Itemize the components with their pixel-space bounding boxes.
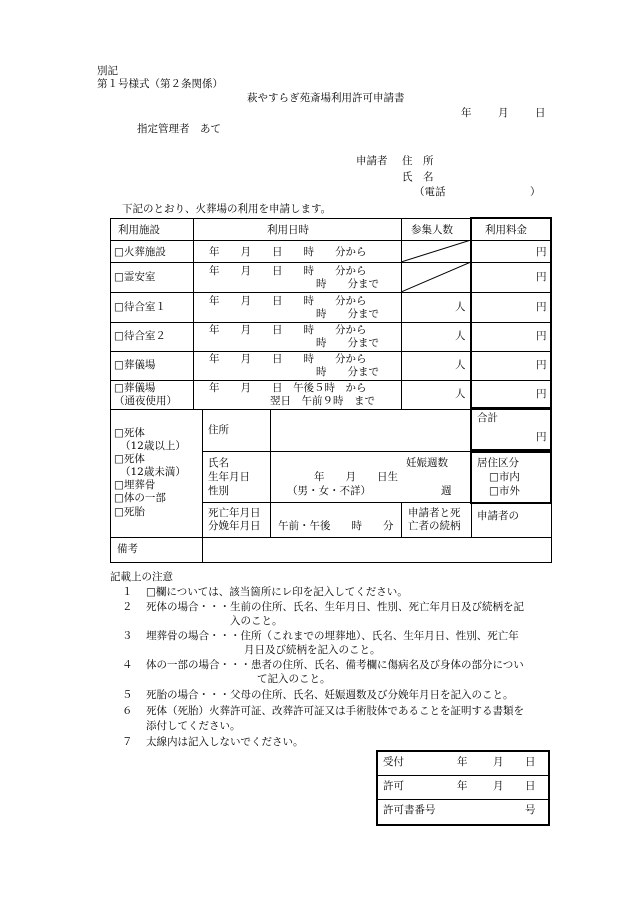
people-unit: 人 <box>455 301 466 313</box>
pregnancy-label: 妊娠週数 <box>406 457 448 469</box>
residence-outside[interactable]: □市外 <box>489 485 520 497</box>
note-text: 死胎の場合・・・父母の住所、氏名、妊娠週数及び分娩年月日を記入のこと。 <box>146 689 514 701</box>
permit-number-unit: 号 <box>525 804 536 816</box>
note-text: 太線内は記入しないでください。 <box>146 736 304 748</box>
people-unit: 人 <box>455 388 466 400</box>
facility-waiting-room-2[interactable]: □待合室２ <box>114 330 166 342</box>
facility-mortuary[interactable]: □霊安室 <box>114 271 156 283</box>
note-text-cont: 月日及び続柄を記入のこと。 <box>244 644 381 656</box>
note-number: １ <box>122 586 133 598</box>
note-number: ５ <box>122 689 133 701</box>
relation-label: 申請者と死 <box>408 507 461 519</box>
note-number: ６ <box>122 705 133 717</box>
permitted-day: 日 <box>525 780 536 792</box>
datetime-row: 年 月 日 時 分から <box>209 324 367 336</box>
birth-label: 生年月日 <box>208 471 250 483</box>
note-text: 死体（死胎）火葬許可証、改葬許可証又は手術肢体であることを証明する書類を <box>146 705 524 717</box>
notes-title: 記載上の注意 <box>110 571 173 583</box>
datetime-row-end: 時 分まで <box>316 308 379 320</box>
total-label: 合計 <box>477 412 498 424</box>
date-day: 日 <box>535 107 546 119</box>
header-attendees: 参集人数 <box>411 224 453 236</box>
facility-funeral-hall[interactable]: □葬儀場 <box>114 359 156 371</box>
permitted-month: 月 <box>493 780 504 792</box>
address-label: 住所 <box>208 424 229 436</box>
received-day: 日 <box>525 756 536 768</box>
type-body-under-12[interactable]: □死体 <box>114 453 145 465</box>
applicant-phone-label: （電話 <box>414 186 446 198</box>
delivery-date-label: 分娩年月日 <box>208 520 261 532</box>
note-text: 埋葬骨の場合・・・住所（これまでの埋葬地）、氏名、生年月日、性別、死亡年 <box>146 630 519 642</box>
fee-unit: 円 <box>536 301 547 313</box>
fee-unit: 円 <box>536 359 547 371</box>
relation-label-2: 亡者の続柄 <box>408 520 461 532</box>
applicant-phone-close: ） <box>530 186 541 198</box>
facility-cremation[interactable]: □火葬施設 <box>114 246 166 258</box>
note-number: ３ <box>122 630 133 642</box>
applicant-address-label: 住 所 <box>402 155 434 167</box>
datetime-row: 年 月 日 時 分から <box>209 353 367 365</box>
sex-label: 性別 <box>208 485 229 497</box>
facility-overnight-note: （通夜使用） <box>114 395 177 407</box>
permitted-year: 年 <box>457 780 468 792</box>
attendees-not-applicable <box>401 240 471 292</box>
datetime-row: 年 月 日 時 分から <box>209 295 367 307</box>
facility-funeral-hall-overnight[interactable]: □葬儀場 <box>114 382 156 394</box>
datetime-overnight-end: 翌日 午前９時 まで <box>270 395 375 407</box>
note-text-cont: 添付してください。 <box>146 720 241 732</box>
note-text: 体の一部の場合・・・患者の住所、氏名、備考欄に傷病名及び身体の部分につい <box>146 659 524 671</box>
note-number: ４ <box>122 659 133 671</box>
received-year: 年 <box>457 756 468 768</box>
note-text: 死体の場合・・・生前の住所、氏名、生年月日、性別、死亡年月日及び続柄を記 <box>146 601 524 613</box>
death-time-value: 午前・午後 時 分 <box>278 520 394 532</box>
note-text-cont: 入のこと。 <box>230 615 283 627</box>
page-title: 萩やすらぎ苑斎場利用許可申請書 <box>247 92 405 104</box>
name-label: 氏名 <box>208 457 229 469</box>
fee-unit: 円 <box>536 330 547 342</box>
people-unit: 人 <box>455 330 466 342</box>
applicant-label: 申請者 <box>356 155 388 167</box>
form-number: 第１号様式（第２条関係） <box>97 78 223 90</box>
header-facility: 利用施設 <box>118 224 160 236</box>
datetime-row-end: 時 分まで <box>316 278 379 290</box>
date-year: 年 <box>461 107 472 119</box>
datetime-overnight-start: 年 月 日 午後５時 から <box>209 382 367 394</box>
total-unit: 円 <box>536 431 547 443</box>
datetime-row: 年 月 日 時 分から <box>209 265 367 277</box>
people-unit: 人 <box>455 359 466 371</box>
datetime-row: 年 月 日 時 分から <box>209 246 367 258</box>
applicant-name-label: 氏 名 <box>402 171 434 183</box>
intro-text: 下記のとおり、火葬場の利用を申請します。 <box>122 203 332 215</box>
relation-applicant: 申請者の <box>477 510 519 522</box>
received-month: 月 <box>493 756 504 768</box>
residence-inside[interactable]: □市内 <box>489 471 520 483</box>
received-label: 受付 <box>383 756 404 768</box>
facility-waiting-room-1[interactable]: □待合室１ <box>114 301 166 313</box>
residence-label: 居住区分 <box>477 457 519 469</box>
note-number: ２ <box>122 601 133 613</box>
date-month: 月 <box>498 107 509 119</box>
bekki-label: 別記 <box>97 65 118 77</box>
type-buried-bones[interactable]: □埋葬骨 <box>114 479 156 491</box>
header-datetime: 利用日時 <box>267 224 309 236</box>
type-body-12-plus[interactable]: □死体 <box>114 427 145 439</box>
type-stillbirth[interactable]: □死胎 <box>114 506 145 518</box>
header-fee: 利用料金 <box>485 224 527 236</box>
note-number: ７ <box>122 736 133 748</box>
week-unit: 週 <box>441 485 452 497</box>
type-note: （12歳以上） <box>120 440 186 452</box>
permit-number-label: 許可書番号 <box>383 804 436 816</box>
note-text: □欄については、該当箇所にレ印を記入してください。 <box>146 586 408 598</box>
birth-value: 年 月 日生 <box>314 471 398 483</box>
addressee: 指定管理者 あて <box>137 123 221 135</box>
fee-unit: 円 <box>536 388 547 400</box>
permitted-label: 許可 <box>383 780 404 792</box>
remarks-label: 備考 <box>117 543 138 555</box>
note-text-cont: て記入のこと。 <box>257 673 331 685</box>
fee-unit: 円 <box>536 246 547 258</box>
datetime-row-end: 時 分まで <box>316 337 379 349</box>
fee-unit: 円 <box>536 271 547 283</box>
type-body-part[interactable]: □体の一部 <box>114 492 166 504</box>
datetime-row-end: 時 分まで <box>316 366 379 378</box>
sex-value: （男・女・不詳） <box>287 485 371 497</box>
type-note: （12歳未満） <box>120 466 186 478</box>
death-date-label: 死亡年月日 <box>208 507 261 519</box>
